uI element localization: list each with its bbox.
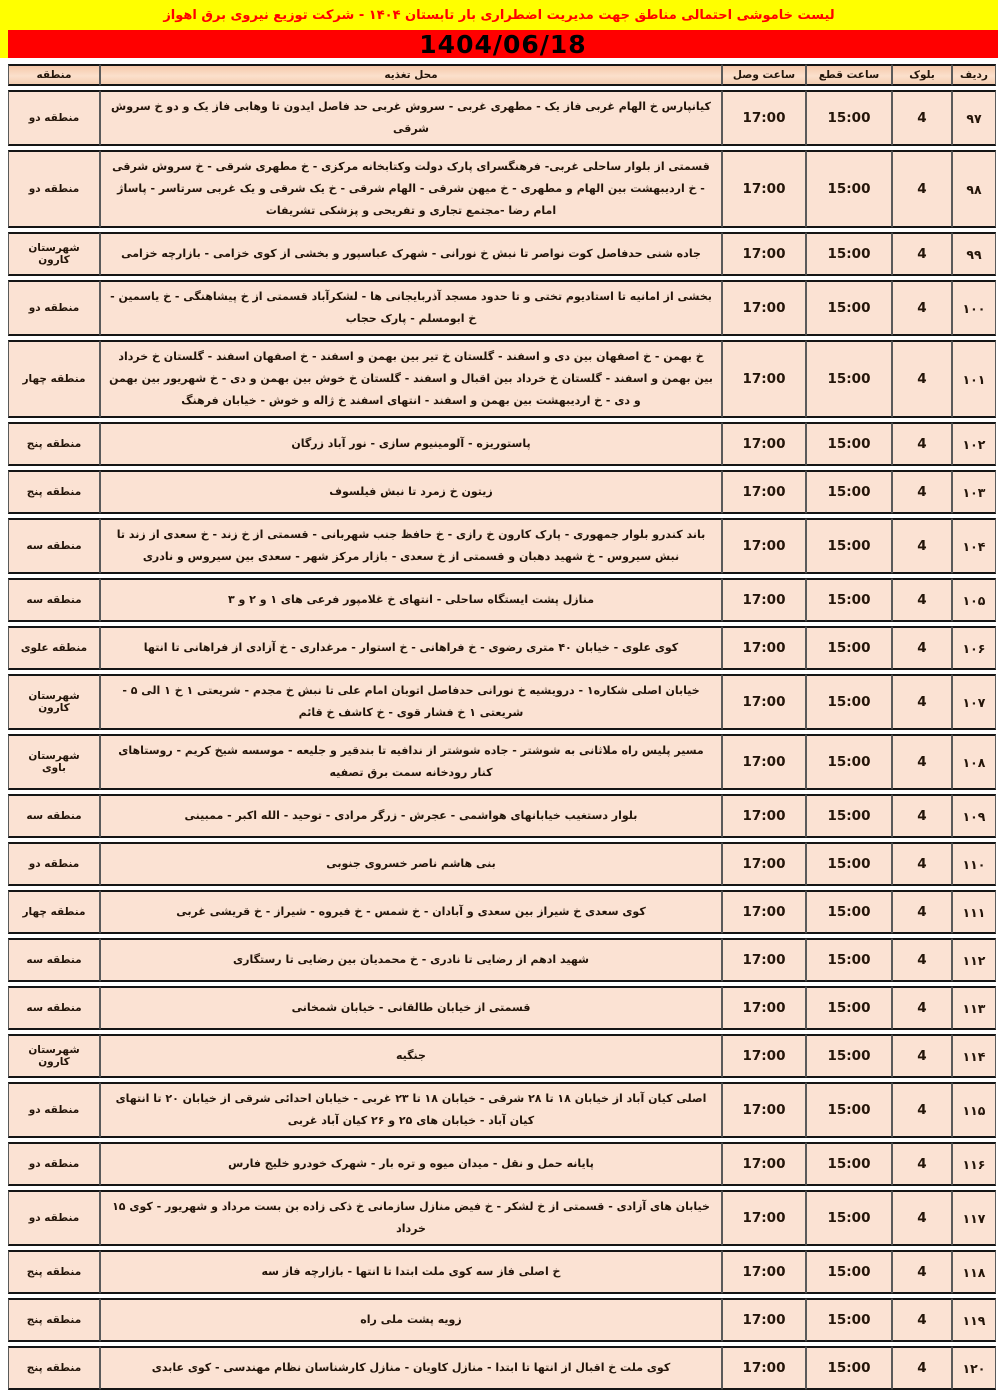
row-number-cell: ۱۱۵ — [952, 1082, 996, 1138]
cut-time-cell: 15:00 — [806, 1346, 892, 1390]
block-cell: 4 — [892, 470, 952, 514]
row-number-cell: ۱۰۶ — [952, 626, 996, 670]
row-number-cell: ۱۰۷ — [952, 674, 996, 730]
cut-time-cell: 15:00 — [806, 890, 892, 934]
region-cell: شهرستان کارون — [8, 1034, 100, 1078]
reconnect-time-cell: 17:00 — [722, 90, 806, 146]
reconnect-time-cell: 17:00 — [722, 1250, 806, 1294]
block-cell: 4 — [892, 1190, 952, 1246]
region-cell: منطقه دو — [8, 90, 100, 146]
reconnect-time-cell: 17:00 — [722, 280, 806, 336]
block-cell: 4 — [892, 280, 952, 336]
block-cell: 4 — [892, 1250, 952, 1294]
cut-time-cell: 15:00 — [806, 578, 892, 622]
table-row — [8, 578, 996, 622]
cut-time-cell: 15:00 — [806, 1298, 892, 1342]
header-feed-location: محل تغذیه — [100, 64, 722, 86]
reconnect-time-cell: 17:00 — [722, 1346, 806, 1390]
block-cell: 4 — [892, 518, 952, 574]
reconnect-time-cell: 17:00 — [722, 518, 806, 574]
table-row — [8, 518, 996, 574]
cut-time-cell: 15:00 — [806, 518, 892, 574]
region-cell: شهرستان باوی — [8, 734, 100, 790]
reconnect-time-cell: 17:00 — [722, 938, 806, 982]
block-cell: 4 — [892, 734, 952, 790]
region-cell: منطقه علوی — [8, 626, 100, 670]
feed-location-cell: پاستوریزه - آلومینیوم سازی - نور آباد زرگان — [100, 422, 722, 466]
block-cell: 4 — [892, 986, 952, 1030]
reconnect-time-cell: 17:00 — [722, 986, 806, 1030]
cut-time-cell: 15:00 — [806, 1034, 892, 1078]
table-row — [8, 1142, 996, 1186]
cut-time-cell: 15:00 — [806, 340, 892, 418]
table-row — [8, 890, 996, 934]
header-reconnect-time: ساعت وصل — [722, 64, 806, 86]
block-cell: 4 — [892, 938, 952, 982]
reconnect-time-cell: 17:00 — [722, 1298, 806, 1342]
reconnect-time-cell: 17:00 — [722, 674, 806, 730]
table-row — [8, 674, 996, 730]
cut-time-cell: 15:00 — [806, 626, 892, 670]
region-cell: منطقه سه — [8, 518, 100, 574]
feed-location-cell: جاده شنی حدفاصل کوت نواصر تا نبش خ نورانی - شهرک عباسپور و بخشی از کوی خزامی - بازارچه خزامی — [100, 232, 722, 276]
table-row — [8, 1190, 996, 1246]
table-row — [8, 1346, 996, 1390]
block-cell: 4 — [892, 1082, 952, 1138]
top-banner-area — [0, 0, 998, 58]
region-cell: منطقه دو — [8, 150, 100, 228]
outage-table — [8, 60, 996, 1394]
region-cell: منطقه سه — [8, 938, 100, 982]
table-row — [8, 280, 996, 336]
feed-location-cell: قسمتی از بلوار ساحلی غربی- فرهنگسرای پارک دولت وکتابخانه مرکزی - خ مطهری شرقی - خ سروش شرقی - خ اردیبهشت بین الهام و مطهری - خ میهن شرقی - الهام شرقی - خ یک شرقی و یک غربی سرتاسر - پاساژ امام رضا -مجتمع تجاری و تفریحی و پزشکی تشریفات — [100, 150, 722, 228]
reconnect-time-cell: 17:00 — [722, 1190, 806, 1246]
cut-time-cell: 15:00 — [806, 674, 892, 730]
reconnect-time-cell: 17:00 — [722, 1082, 806, 1138]
feed-location-cell: قسمتی از خیابان طالقانی - خیابان شمخانی — [100, 986, 722, 1030]
row-number-cell: ۱۱۸ — [952, 1250, 996, 1294]
feed-location-cell: خیابان های آزادی - قسمتی از خ لشکر - خ فیض منازل سازمانی خ ذکی زاده بن بست مرداد و شهریور - کوی ۱۵ خرداد — [100, 1190, 722, 1246]
block-cell: 4 — [892, 842, 952, 886]
feed-location-cell: بخشی از امانیه تا استادیوم تختی و تا حدود مسجد آذربایجانی ها - لشکرآباد قسمتی از خ پیشاهنگی - خ یاسمین - خ ابومسلم - پارک حجاب — [100, 280, 722, 336]
region-cell: شهرستان کارون — [8, 232, 100, 276]
reconnect-time-cell: 17:00 — [722, 842, 806, 886]
feed-location-cell: بنی هاشم ناصر خسروی جنوبی — [100, 842, 722, 886]
table-row — [8, 340, 996, 418]
table-row — [8, 986, 996, 1030]
block-cell: 4 — [892, 794, 952, 838]
table-row — [8, 150, 996, 228]
reconnect-time-cell: 17:00 — [722, 626, 806, 670]
table-row — [8, 90, 996, 146]
region-cell: منطقه دو — [8, 1190, 100, 1246]
reconnect-time-cell: 17:00 — [722, 470, 806, 514]
cut-time-cell: 15:00 — [806, 422, 892, 466]
region-cell: شهرستان کارون — [8, 674, 100, 730]
block-cell: 4 — [892, 890, 952, 934]
block-cell: 4 — [892, 1034, 952, 1078]
page-title: لیست خاموشی احتمالی مناطق جهت مدیریت اضطراری بار تابستان ۱۴۰۴ - شرکت توزیع نیروی برق اهواز — [163, 7, 835, 23]
row-number-cell: ۱۱۰ — [952, 842, 996, 886]
cut-time-cell: 15:00 — [806, 1082, 892, 1138]
block-cell: 4 — [892, 150, 952, 228]
feed-location-cell: بلوار دستغیب خیابانهای هواشمی - عجرش - زرگر مرادی - توحید - الله اکبر - ممبینی — [100, 794, 722, 838]
cut-time-cell: 15:00 — [806, 232, 892, 276]
cut-time-cell: 15:00 — [806, 986, 892, 1030]
table-row — [8, 938, 996, 982]
date-text: 1404/06/18 — [419, 29, 587, 59]
header-row-number: ردیف — [952, 64, 996, 86]
block-cell: 4 — [892, 674, 952, 730]
block-cell: 4 — [892, 1298, 952, 1342]
reconnect-time-cell: 17:00 — [722, 890, 806, 934]
feed-location-cell: کوی ملت خ اقبال از انتها تا ابتدا - منازل کاویان - منازل کارشناسان نظام مهندسی - کوی عابدی — [100, 1346, 722, 1390]
cut-time-cell: 15:00 — [806, 150, 892, 228]
reconnect-time-cell: 17:00 — [722, 578, 806, 622]
region-cell: منطقه چهار — [8, 890, 100, 934]
reconnect-time-cell: 17:00 — [722, 340, 806, 418]
header-region: منطقه — [8, 64, 100, 86]
table-row — [8, 422, 996, 466]
cut-time-cell: 15:00 — [806, 734, 892, 790]
block-cell: 4 — [892, 232, 952, 276]
region-cell: منطقه دو — [8, 1142, 100, 1186]
row-number-cell: ۹۸ — [952, 150, 996, 228]
cut-time-cell: 15:00 — [806, 794, 892, 838]
block-cell: 4 — [892, 1142, 952, 1186]
table-row — [8, 1082, 996, 1138]
table-row — [8, 470, 996, 514]
feed-location-cell: کیانپارس خ الهام غربی فاز یک - مطهری غربی - سروش غربی حد فاصل ایدون تا وهابی فاز یک و دو خ سروش شرقی — [100, 90, 722, 146]
reconnect-time-cell: 17:00 — [722, 794, 806, 838]
cut-time-cell: 15:00 — [806, 280, 892, 336]
row-number-cell: ۱۰۱ — [952, 340, 996, 418]
region-cell: منطقه پنج — [8, 422, 100, 466]
header-block: بلوک — [892, 64, 952, 86]
row-number-cell: ۹۷ — [952, 90, 996, 146]
row-number-cell: ۹۹ — [952, 232, 996, 276]
region-cell: منطقه دو — [8, 842, 100, 886]
feed-location-cell: زویه پشت ملی راه — [100, 1298, 722, 1342]
region-cell: منطقه دو — [8, 280, 100, 336]
row-number-cell: ۱۲۰ — [952, 1346, 996, 1390]
table-row — [8, 1298, 996, 1342]
table-row — [8, 734, 996, 790]
reconnect-time-cell: 17:00 — [722, 150, 806, 228]
row-number-cell: ۱۱۲ — [952, 938, 996, 982]
region-cell: منطقه سه — [8, 578, 100, 622]
row-number-cell: ۱۱۶ — [952, 1142, 996, 1186]
region-cell: منطقه چهار — [8, 340, 100, 418]
feed-location-cell: مسیر پلیس راه ملاثانی به شوشتر - جاده شوشتر از ندافیه تا بندقیر و جلیعه - موسسه شیخ کریم - روستاهای کنار رودخانه سمت برق تصفیه — [100, 734, 722, 790]
reconnect-time-cell: 17:00 — [722, 734, 806, 790]
row-number-cell: ۱۰۰ — [952, 280, 996, 336]
cut-time-cell: 15:00 — [806, 1250, 892, 1294]
region-cell: منطقه پنج — [8, 1250, 100, 1294]
table-row — [8, 1250, 996, 1294]
date-bar — [8, 30, 998, 58]
cut-time-cell: 15:00 — [806, 90, 892, 146]
row-number-cell: ۱۱۴ — [952, 1034, 996, 1078]
feed-location-cell: خ بهمن - خ اصفهان بین دی و اسفند - گلستان خ تیر بین بهمن و اسفند - خ اصفهان اسفند - گلستان خ خرداد بین بهمن و اسفند - گلستان خ خرداد بین اقبال و اسفند - گلستان خ خوش بین بهمن و دی - خ شهریور بین بهمن و دی - خ اردیبهشت بین بهمن و اسفند - انتهای اسفند خ ژاله و خوش - خیابان فرهنگ — [100, 340, 722, 418]
block-cell: 4 — [892, 1346, 952, 1390]
header-row — [8, 64, 996, 86]
reconnect-time-cell: 17:00 — [722, 1142, 806, 1186]
feed-location-cell: خیابان اصلی شکاره۱ - درویشیه خ نورانی حدفاصل اتوبان امام علی تا نبش خ مجدم - شریعتی ۱ خ ۱ الی ۵ - شریعتی ۱ خ فشار قوی - خ کاشف خ قائم — [100, 674, 722, 730]
row-number-cell: ۱۰۴ — [952, 518, 996, 574]
cut-time-cell: 15:00 — [806, 470, 892, 514]
feed-location-cell: منازل پشت ایستگاه ساحلی - انتهای خ غلامپور فرعی های ۱ و ۲ و ۳ — [100, 578, 722, 622]
row-number-cell: ۱۰۲ — [952, 422, 996, 466]
region-cell: منطقه پنج — [8, 470, 100, 514]
cut-time-cell: 15:00 — [806, 1190, 892, 1246]
block-cell: 4 — [892, 626, 952, 670]
table-body — [8, 90, 996, 1390]
region-cell: منطقه پنج — [8, 1298, 100, 1342]
header-cut-time: ساعت قطع — [806, 64, 892, 86]
cut-time-cell: 15:00 — [806, 938, 892, 982]
table-row — [8, 232, 996, 276]
region-cell: منطقه سه — [8, 794, 100, 838]
feed-location-cell: کوی علوی - خیابان ۴۰ متری رضوی - خ فراهانی - خ استوار - مرغداری - خ آزادی از فراهانی تا انتها — [100, 626, 722, 670]
feed-location-cell: اصلی کیان آباد از خیابان ۱۸ تا ۲۸ شرقی - خیابان ۱۸ تا ۲۳ غربی - خیابان احدائی شرقی از خیابان ۲۰ تا انتهای کیان آباد - خیابان های ۲۵ و ۲۶ کیان آباد غربی — [100, 1082, 722, 1138]
table-row — [8, 626, 996, 670]
row-number-cell: ۱۰۵ — [952, 578, 996, 622]
region-cell: منطقه پنج — [8, 1346, 100, 1390]
table-row — [8, 1034, 996, 1078]
reconnect-time-cell: 17:00 — [722, 422, 806, 466]
row-number-cell: ۱۱۳ — [952, 986, 996, 1030]
table-area — [0, 58, 998, 1394]
feed-location-cell: کوی سعدی خ شیراز بین سعدی و آبادان - خ شمس - خ فیروه - شیراز - خ قریشی غربی — [100, 890, 722, 934]
feed-location-cell: جنگیه — [100, 1034, 722, 1078]
reconnect-time-cell: 17:00 — [722, 1034, 806, 1078]
row-number-cell: ۱۱۷ — [952, 1190, 996, 1246]
feed-location-cell: پایانه حمل و نقل - میدان میوه و تره بار - شهرک خودرو خلیج فارس — [100, 1142, 722, 1186]
region-cell: منطقه سه — [8, 986, 100, 1030]
block-cell: 4 — [892, 578, 952, 622]
feed-location-cell: باند کندرو بلوار جمهوری - پارک کارون خ رازی - خ حافظ جنب شهربانی - قسمتی از خ زند - خ سعدی از زند تا نبش سیروس - خ شهید دهبان و قسمتی از خ سعدی - بازار مرکز شهر - سعدی بین سیروس و نادری — [100, 518, 722, 574]
cut-time-cell: 15:00 — [806, 1142, 892, 1186]
row-number-cell: ۱۰۳ — [952, 470, 996, 514]
reconnect-time-cell: 17:00 — [722, 232, 806, 276]
row-number-cell: ۱۰۸ — [952, 734, 996, 790]
block-cell: 4 — [892, 422, 952, 466]
feed-location-cell: خ اصلی فاز سه کوی ملت ابتدا تا انتها - بازارچه فاز سه — [100, 1250, 722, 1294]
feed-location-cell: شهید ادهم از رضایی تا نادری - خ محمدیان بین رضایی تا رستگاری — [100, 938, 722, 982]
feed-location-cell: زیتون خ زمرد تا نبش فیلسوف — [100, 470, 722, 514]
cut-time-cell: 15:00 — [806, 842, 892, 886]
block-cell: 4 — [892, 340, 952, 418]
row-number-cell: ۱۱۱ — [952, 890, 996, 934]
row-number-cell: ۱۰۹ — [952, 794, 996, 838]
block-cell: 4 — [892, 90, 952, 146]
table-row — [8, 842, 996, 886]
row-number-cell: ۱۱۹ — [952, 1298, 996, 1342]
table-row — [8, 794, 996, 838]
region-cell: منطقه دو — [8, 1082, 100, 1138]
